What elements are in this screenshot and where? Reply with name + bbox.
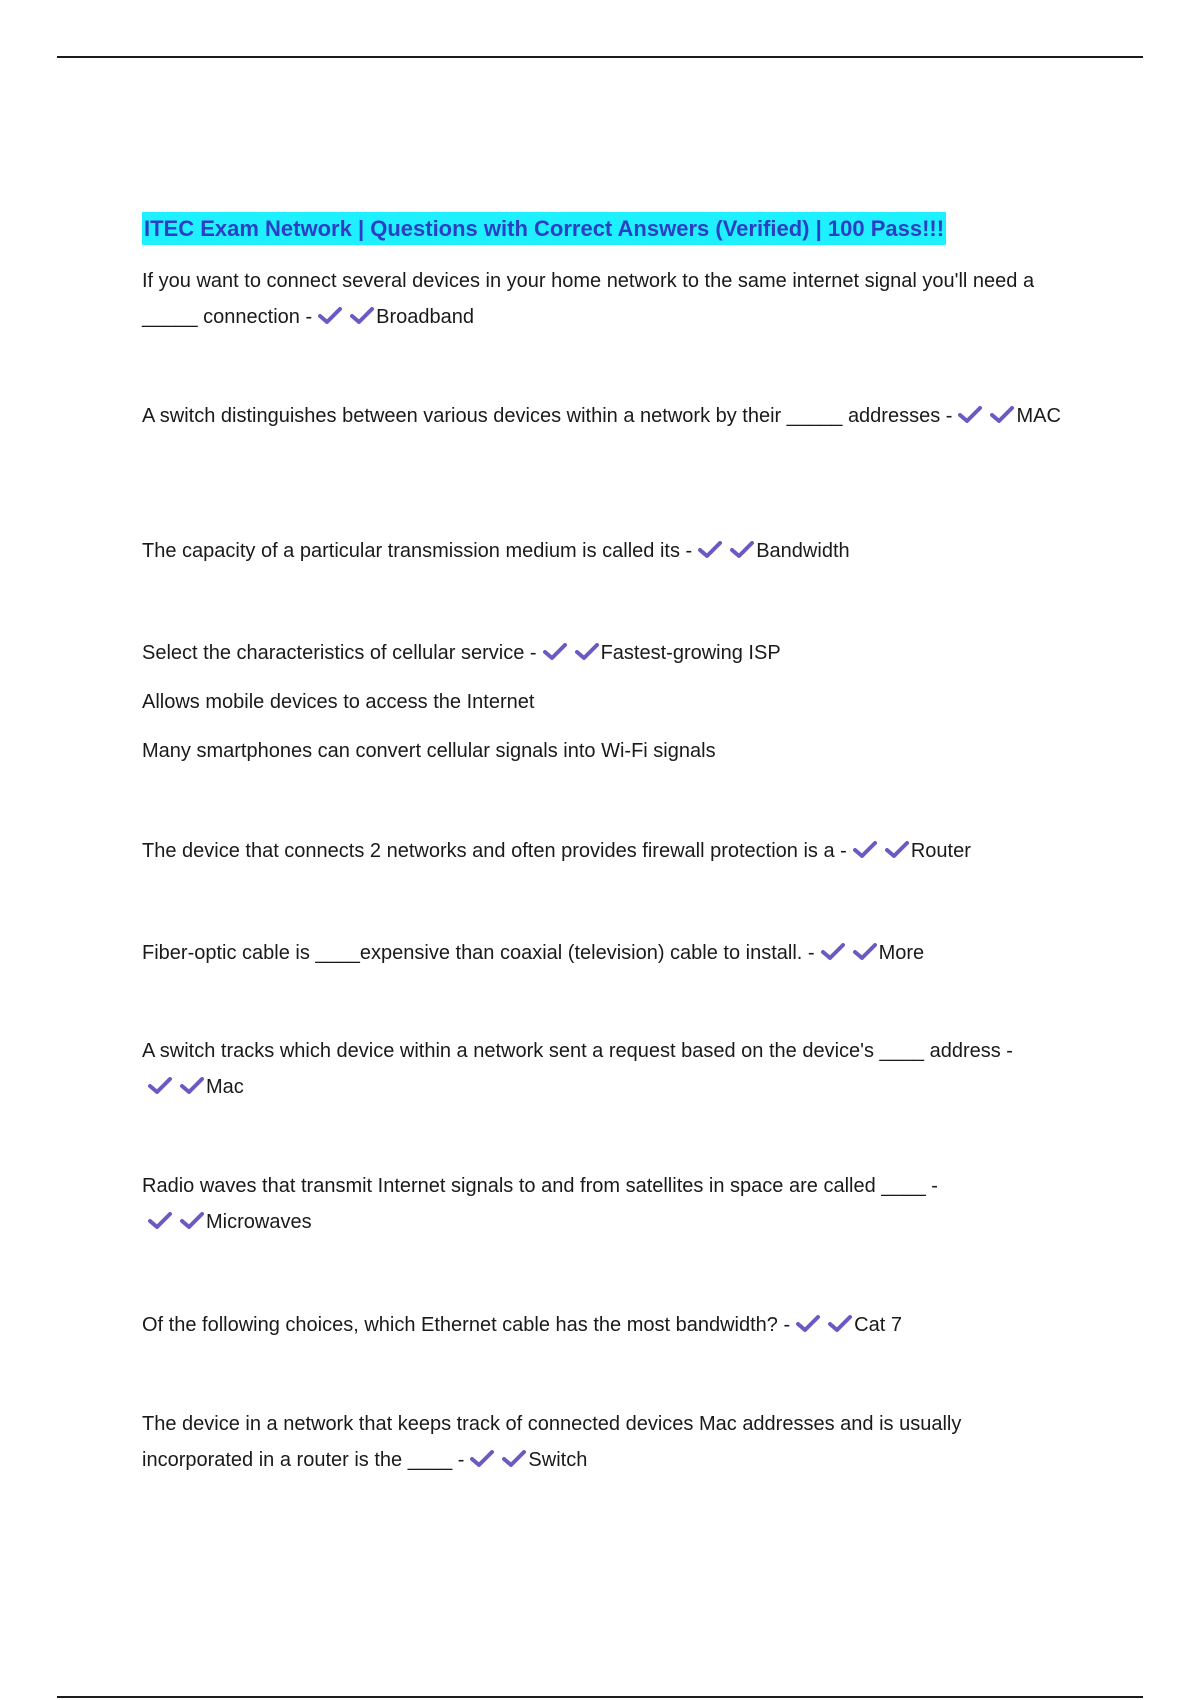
check-mark-icon xyxy=(821,943,845,961)
answer-marker xyxy=(148,1069,244,1105)
answer-text: Cat 7 xyxy=(854,1314,902,1336)
question-text: Radio waves that transmit Internet signals to and from satellites in space are called ____ - xyxy=(142,1175,938,1197)
answer-marker xyxy=(821,935,925,971)
answer-continuation: Many smartphones can convert cellular signals into Wi-Fi signals xyxy=(142,740,716,762)
answer-marker xyxy=(796,1307,902,1343)
qa-line xyxy=(142,263,1062,335)
qa-line xyxy=(142,1307,1062,1343)
answer-continuation: Allows mobile devices to access the Internet xyxy=(142,691,535,713)
question-text: The device that connects 2 networks and often provides firewall protection is a - xyxy=(142,840,847,862)
answer-text: Switch xyxy=(528,1449,588,1471)
check-mark-icon xyxy=(180,1077,204,1095)
qa-line xyxy=(142,1406,1062,1478)
answer-text: Router xyxy=(910,840,971,862)
answer-marker xyxy=(958,398,1060,434)
qa-line xyxy=(142,1033,1062,1105)
qa-item xyxy=(142,533,1062,569)
answer-text: Broadband xyxy=(376,306,475,328)
check-mark-icon xyxy=(502,1450,526,1468)
qa-item xyxy=(142,1168,1062,1240)
document-body xyxy=(142,212,1062,1523)
document-title: ITEC Exam Network | Questions with Correct Answers (Verified) | 100 Pass!!! xyxy=(142,212,946,245)
answer-text: Bandwidth xyxy=(756,540,850,562)
question-text: A switch tracks which device within a network sent a request based on the device's ____ address - xyxy=(142,1040,1013,1062)
question-text: The capacity of a particular transmission medium is called its - xyxy=(142,540,693,562)
answer-text: Microwaves xyxy=(206,1211,312,1233)
question-text: Select the characteristics of cellular service - xyxy=(142,642,537,664)
qa-item xyxy=(142,1033,1062,1105)
check-mark-icon xyxy=(180,1212,204,1230)
answer-marker xyxy=(698,533,849,569)
check-mark-icon xyxy=(853,943,877,961)
check-mark-icon xyxy=(853,841,877,859)
check-mark-icon xyxy=(148,1212,172,1230)
answer-text: Fastest-growing ISP xyxy=(600,642,781,664)
qa-line xyxy=(142,1168,1062,1240)
check-mark-icon xyxy=(318,307,342,325)
answer-marker xyxy=(148,1204,312,1240)
answer-text: Mac xyxy=(206,1076,244,1098)
answer-text: MAC xyxy=(1016,405,1061,427)
qa-item xyxy=(142,935,1062,971)
answer-marker xyxy=(470,1442,587,1478)
qa-item xyxy=(142,398,1062,434)
check-mark-icon xyxy=(698,541,722,559)
qa-line xyxy=(142,533,1062,569)
check-mark-icon xyxy=(885,841,909,859)
check-mark-icon xyxy=(958,406,982,424)
answer-marker xyxy=(853,833,971,869)
qa-item xyxy=(142,833,1062,869)
answer-marker xyxy=(318,299,474,335)
check-mark-icon xyxy=(828,1315,852,1333)
qa-line xyxy=(142,635,1062,671)
check-mark-icon xyxy=(350,307,374,325)
question-text: If you want to connect several devices in your home network to the same internet signal you'll need a _____ connection - xyxy=(142,270,1035,328)
question-text: Of the following choices, which Ethernet cable has the most bandwidth? - xyxy=(142,1314,791,1336)
qa-item xyxy=(142,1307,1062,1343)
footer-rule xyxy=(57,1696,1143,1698)
question-text: A switch distinguishes between various devices within a network by their _____ addresses - xyxy=(142,405,953,427)
qa-item xyxy=(142,1406,1062,1478)
qa-list xyxy=(142,263,1062,1523)
qa-item xyxy=(142,263,1062,335)
check-mark-icon xyxy=(148,1077,172,1095)
qa-item xyxy=(142,635,1062,769)
check-mark-icon xyxy=(575,643,599,661)
check-mark-icon xyxy=(543,643,567,661)
question-text: Fiber-optic cable is ____expensive than coaxial (television) cable to install. - xyxy=(142,942,815,964)
qa-line xyxy=(142,398,1062,434)
check-mark-icon xyxy=(796,1315,820,1333)
check-mark-icon xyxy=(470,1450,494,1468)
header-rule xyxy=(57,56,1143,58)
qa-line xyxy=(142,935,1062,971)
answer-text: More xyxy=(878,942,925,964)
question-text: The device in a network that keeps track of connected devices Mac addresses and is usually incorporated in a router is the ____ - xyxy=(142,1413,962,1471)
qa-line xyxy=(142,833,1062,869)
check-mark-icon xyxy=(730,541,754,559)
answer-marker xyxy=(543,635,781,671)
check-mark-icon xyxy=(990,406,1014,424)
